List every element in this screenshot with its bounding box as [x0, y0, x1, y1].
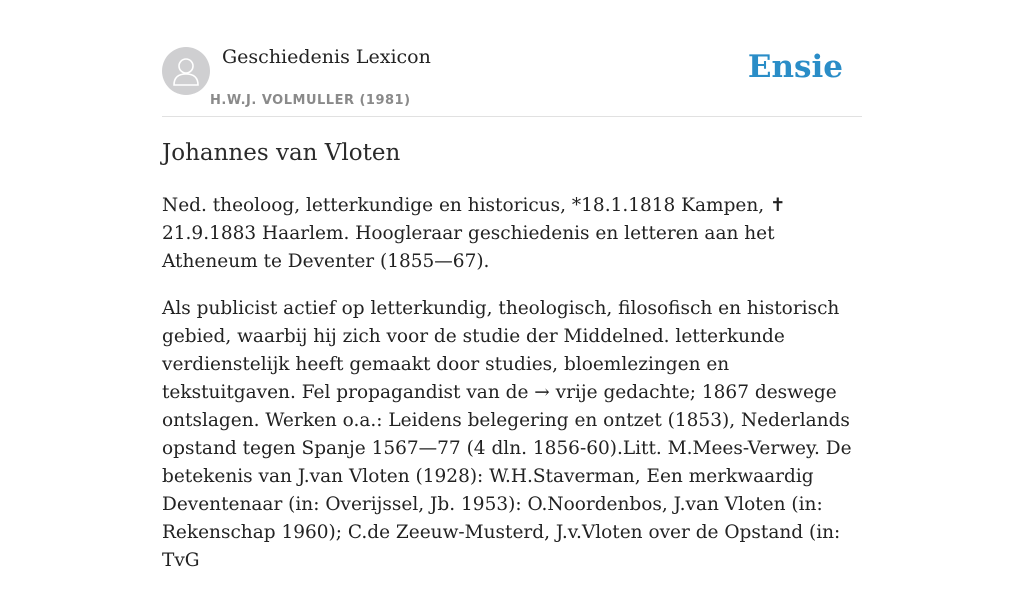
brand-logo[interactable]: Ensie: [747, 49, 843, 85]
entry-title: Johannes van Vloten: [162, 140, 401, 166]
author-name[interactable]: H.W.J. VOLMULLER (1981): [210, 93, 411, 108]
source-title[interactable]: Geschiedenis Lexicon: [222, 46, 431, 68]
entry-body: [162, 192, 866, 594]
entry-paragraph: Als publicist actief op letterkundig, theologisch, filosofisch en historisch gebied, waarbij hij zich voor de studie der Middelned. letterkunde verdienstelijk heeft gemaakt door studies, bloemlezingen en tekstuitgaven. Fel propagandist van de → vrije gedachte; 1867 deswege ontslagen. Werken o.a.: Leidens belegering en ontzet (1853), Nederlands opstand tegen Spanje 1567—77 (4 dln. 1856-60).Litt. M.Mees-Verwey. De betekenis van J.van Vloten (1928): W.H.Staverman, Een merkwaardig Deventenaar (in: Overijssel, Jb. 1953): O.Noordenbos, J.van Vloten (in: Rekenschap 1960); C.de Zeeuw-Musterd, J.v.Vloten over de Opstand (in: TvG: [162, 298, 852, 571]
user-icon[interactable]: [162, 47, 210, 95]
source-header: [162, 40, 862, 117]
entry-paragraph: Ned. theoloog, letterkundige en historicus, *18.1.1818 Kampen, ✝ 21.9.1883 Haarlem. Hoogleraar geschiedenis en letteren aan het Atheneum te Deventer (1855—67).: [162, 195, 786, 272]
